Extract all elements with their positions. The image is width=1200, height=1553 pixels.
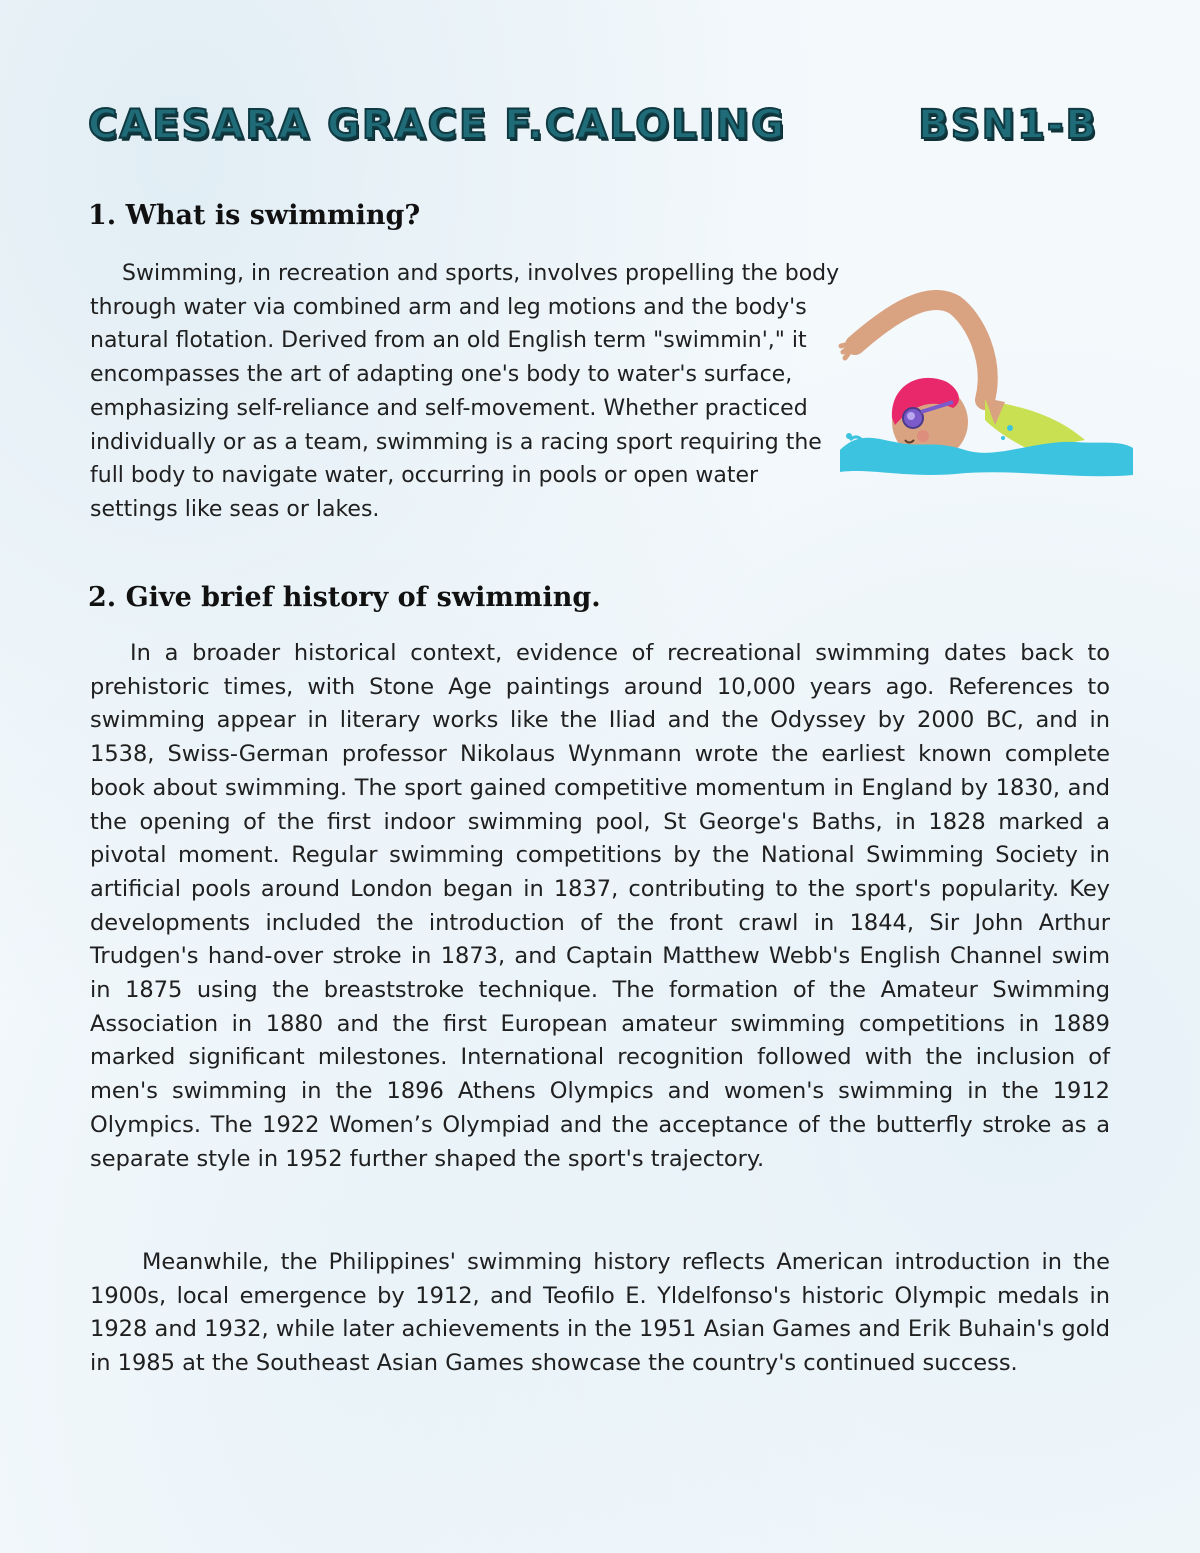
class-section: BSN1-B [918, 102, 1098, 148]
document-header [88, 102, 1098, 158]
answer-2-paragraph-2: Meanwhile, the Philippines' swimming history reflects American introduction in the 1900s, local emergence by 1912, and Teofilo E. Yldelfonso's historic Olympic medals in 1928 and 1932, while later achievements in the 1951 Asian Games and Erik Buhain's gold in 1985 at the Southeast Asian Games showcase the country's continued success. [90, 1249, 1110, 1377]
question-1-heading: 1. What is swimming? [88, 200, 421, 231]
answer-1-paragraph: Swimming, in recreation and sports, involves propelling the body through water via combined arm and leg motions and the body's natural flotation. Derived from an old English term "swimmin'," it encompasses the art of adapting one's body to water's surface, emphasizing self-reliance and self-movement. Whether practiced individually or as a team, swimming is a racing sport requiring the full body to navigate water, occurring in pools or open water settings like seas or lakes. [90, 261, 840, 522]
answer-2-paragraph-1: In a broader historical context, evidence of recreational swimming dates back to prehistoric times, with Stone Age paintings around 10,000 years ago. References to swimming appear in literary works like the Iliad and the Odyssey by 2000 BC, and in 1538, Swiss-German professor Nikolaus Wynmann wrote the earliest known complete book about swimming. The sport gained competitive momentum in England by 1830, and the opening of the first indoor swimming pool, St George's Baths, in 1828 marked a pivotal moment. Regular swimming competitions by the National Swimming Society in artificial pools around London began in 1837, contributing to the sport's popularity. Key developments included the introduction of the front crawl in 1844, Sir John Arthur Trudgen's hand-over stroke in 1873, and Captain Matthew Webb's English Channel swim in 1875 using the breaststroke technique. The formation of the Amateur Swimming Association in 1880 and the first European amateur swimming competitions in 1889 marked significant milestones. International recognition followed with the inclusion of men's swimming in the 1896 Athens Olympics and women's swimming in the 1912 Olympics. The 1922 Women’s Olympiad and the acceptance of the butterfly stroke as a separate style in 1952 further shaped the sport's trajectory. [90, 640, 1110, 1172]
student-name: CAESARA GRACE F.CALOLING [88, 102, 786, 148]
question-2-heading: 2. Give brief history of swimming. [88, 582, 601, 613]
swimmer-illustration-icon [835, 290, 1135, 480]
